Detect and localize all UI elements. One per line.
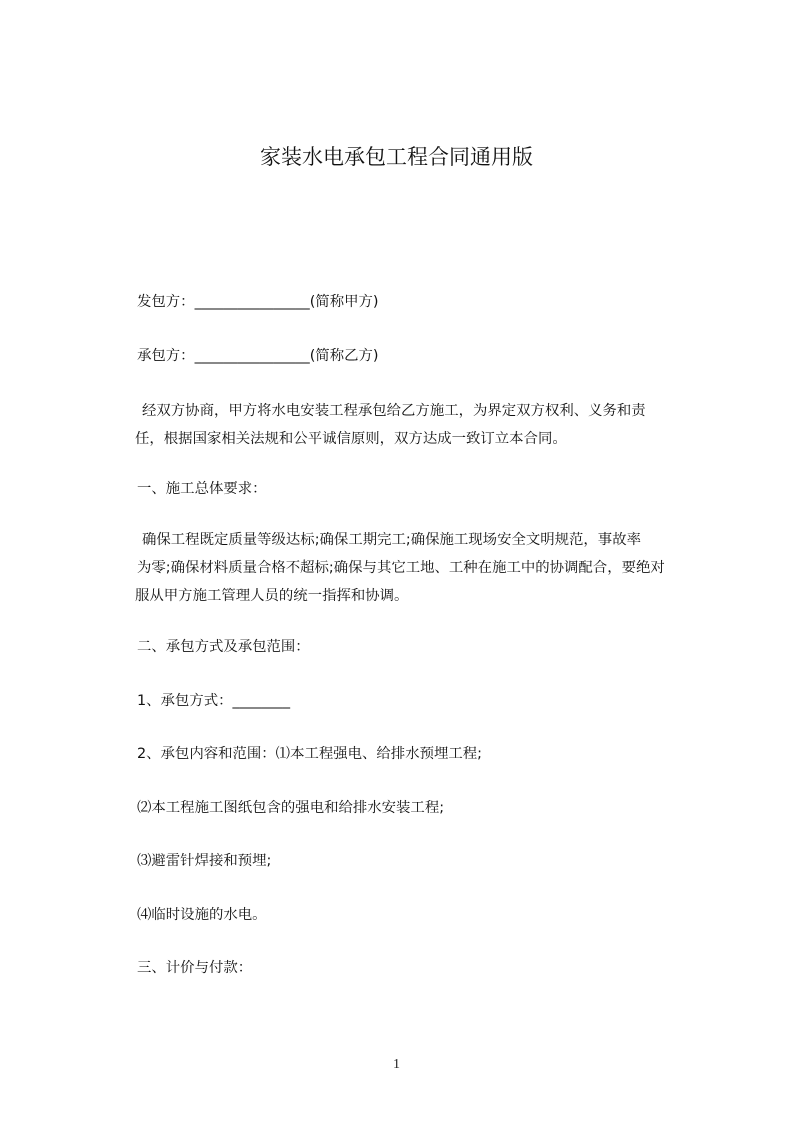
intro-line-2: 任，根据国家相关法规和公平诚信原则，双方达成一致订立本合同。 <box>135 431 567 447</box>
section-1-heading: 一、施工总体要求： <box>137 481 267 497</box>
document-title: 家装水电承包工程合同通用版 <box>260 145 533 169</box>
page-number: 1 <box>393 1057 400 1072</box>
section-2-heading: 二、承包方式及承包范围： <box>137 639 310 655</box>
item-2-sub-3: ⑶避雷针焊接和预埋; <box>137 853 272 869</box>
item-2-contract-scope: 2、承包内容和范围：⑴本工程强电、给排水预埋工程; <box>137 746 482 762</box>
section-1-line-1: 确保工程既定质量等级达标;确保工期完工;确保施工现场安全文明规范，事故率 <box>142 532 641 548</box>
party-b-line: 承包方：________________(简称乙方) <box>137 348 379 364</box>
item-2-sub-2: ⑵本工程施工图纸包含的强电和给排水安装工程; <box>137 800 445 816</box>
item-1-contract-method: 1、承包方式：________ <box>137 693 291 709</box>
section-1-paragraph <box>137 526 665 610</box>
item-2-sub-4: ⑷临时设施的水电。 <box>137 907 267 923</box>
section-3-heading: 三、计价与付款： <box>137 960 253 976</box>
intro-line-1: 经双方协商，甲方将水电安装工程承包给乙方施工，为界定双方权利、义务和责 <box>142 403 646 419</box>
intro-paragraph <box>137 397 646 453</box>
section-1-line-2: 为零;确保材料质量合格不超标;确保与其它工地、工种在施工中的协调配合，要绝对 <box>137 560 665 576</box>
section-1-line-3: 服从甲方施工管理人员的统一指挥和协调。 <box>135 588 409 604</box>
party-a-line: 发包方：________________(简称甲方) <box>137 294 379 310</box>
